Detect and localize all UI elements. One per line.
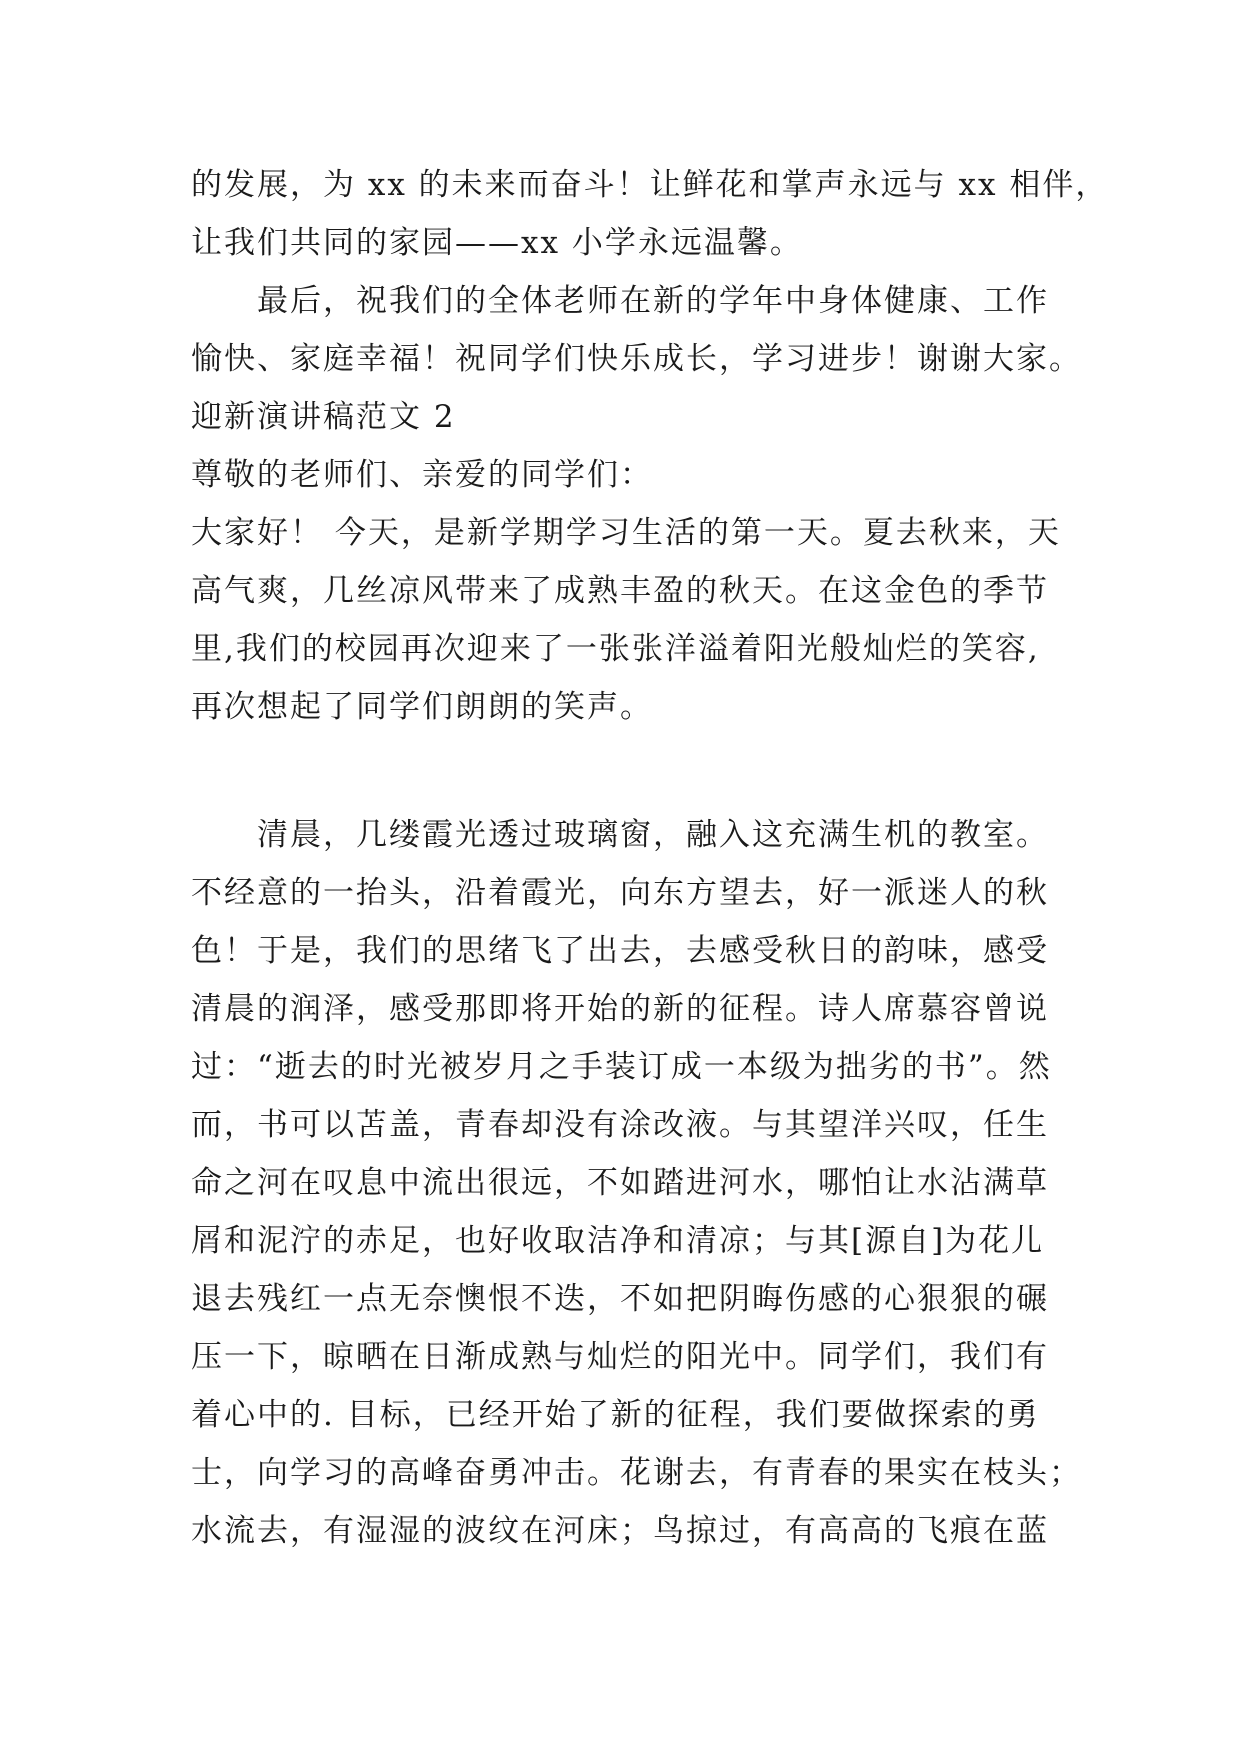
paragraph-line: 的发展，为 xx 的未来而奋斗！让鲜花和掌声永远与 xx 相伴，: [191, 167, 1109, 203]
paragraph-line: 而，书可以苫盖，青春却没有涂改液。与其望洋兴叹，任生: [191, 1107, 1049, 1143]
paragraph-line: 清晨的润泽，感受那即将开始的新的征程。诗人席慕容曾说: [191, 991, 1049, 1027]
paragraph-line: 最后，祝我们的全体老师在新的学年中身体健康、工作: [191, 283, 1049, 319]
paragraph-line: 大家好！ 今天，是新学期学习生活的第一天。夏去秋来，天: [191, 515, 1061, 551]
paragraph-line: 屑和泥泞的赤足，也好收取洁净和清凉；与其[源自]为花儿: [191, 1223, 1045, 1259]
paragraph-line: 高气爽，几丝凉风带来了成熟丰盈的秋天。在这金色的季节: [191, 573, 1049, 609]
document-body: [191, 156, 1109, 1560]
paragraph-line: 着心中的. 目标，已经开始了新的征程，我们要做探索的勇: [191, 1397, 1040, 1433]
paragraph-line: 士，向学习的高峰奋勇冲击。花谢去，有青春的果实在枝头；: [191, 1455, 1082, 1491]
paragraph-line: 色！于是，我们的思绪飞了出去，去感受秋日的韵味，感受: [191, 933, 1049, 969]
paragraph-line: 水流去，有湿湿的波纹在河床；鸟掠过，有高高的飞痕在蓝: [191, 1513, 1049, 1549]
paragraph-line: 里,我们的校园再次迎来了一张张洋溢着阳光般灿烂的笑容,: [191, 631, 1040, 667]
paragraph-line: 再次想起了同学们朗朗的笑声。: [191, 689, 653, 725]
paragraph-line: 清晨，几缕霞光透过玻璃窗，融入这充满生机的教室。: [191, 817, 1049, 853]
paragraph-line: 压一下，晾晒在日渐成熟与灿烂的阳光中。同学们，我们有: [191, 1339, 1049, 1375]
paragraph-line: 愉快、家庭幸福！祝同学们快乐成长，学习进步！谢谢大家。: [191, 341, 1082, 377]
paragraph-gap: [191, 736, 1071, 806]
salutation: 尊敬的老师们、亲爱的同学们：: [191, 457, 653, 493]
paragraph-line: 不经意的一抬头，沿着霞光，向东方望去，好一派迷人的秋: [191, 875, 1049, 911]
paragraph-line: 过：“逝去的时光被岁月之手装订成一本级为拙劣的书”。然: [191, 1049, 1052, 1085]
paragraph-line: 让我们共同的家园——xx 小学永远温馨。: [191, 225, 803, 261]
paragraph-line: 命之河在叹息中流出很远，不如踏进河水，哪怕让水沾满草: [191, 1165, 1049, 1201]
section-heading: 迎新演讲稿范文 2: [191, 399, 456, 435]
paragraph-line: 退去残红一点无奈懊恨不迭，不如把阴晦伤感的心狠狠的碾: [191, 1281, 1049, 1317]
